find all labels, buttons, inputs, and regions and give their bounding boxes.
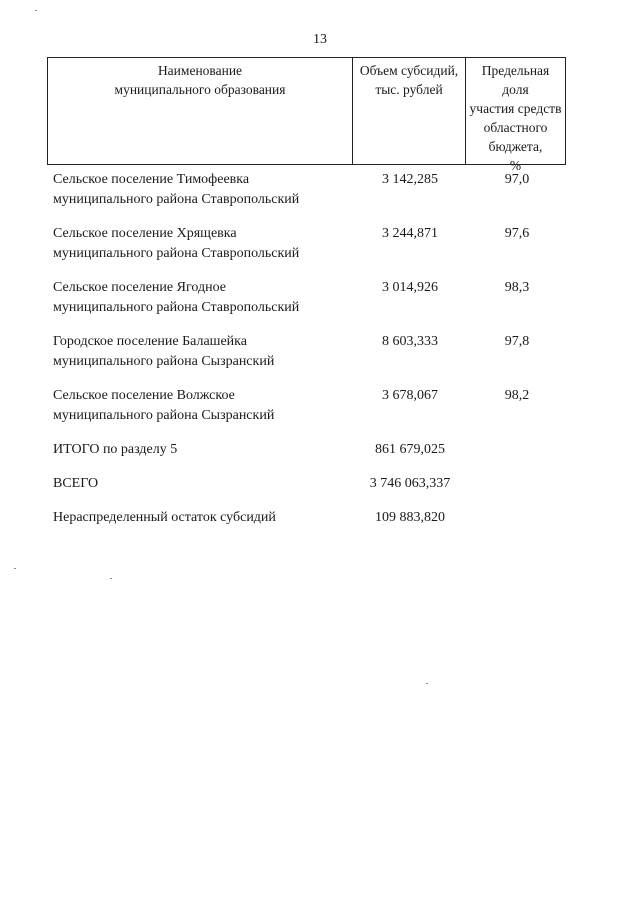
- row-name-line: муниципального района Сызранский: [53, 408, 275, 423]
- header-volume-line: тыс. рублей: [375, 82, 443, 97]
- header-volume-line: Объем субсидий,: [359, 63, 459, 78]
- row-share: 98,3: [504, 280, 530, 295]
- header-share-line: %: [509, 158, 522, 173]
- table-header: [47, 57, 566, 173]
- row-share: 97,8: [504, 334, 530, 349]
- row-volume: 3 244,871: [382, 226, 438, 241]
- total-volume: 3 746 063,337: [369, 476, 451, 491]
- row-name-line: муниципального района Ставропольский: [53, 300, 300, 315]
- header-share-line: участия средств: [469, 101, 562, 116]
- total-label: [53, 440, 353, 460]
- header-share-column: [465, 58, 565, 173]
- row-volume: 8 603,333: [382, 334, 438, 349]
- row-name-line: Сельское поселение Ягодное: [53, 280, 226, 295]
- row-name: [53, 332, 353, 372]
- header-share-line: областного: [483, 120, 548, 135]
- header-name-line: Наименование: [157, 63, 243, 78]
- header-share-line: Предельная: [481, 63, 550, 78]
- row-volume: 3 678,067: [382, 388, 438, 403]
- row-name: [53, 278, 353, 318]
- row-name-line: Сельское поселение Тимофеевка: [53, 172, 250, 187]
- total-label: [53, 474, 353, 494]
- row-name: [53, 224, 353, 264]
- row-name-line: муниципального района Сызранский: [53, 354, 275, 369]
- row-volume: 3 142,285: [382, 172, 438, 187]
- row-share: 97,6: [504, 226, 530, 241]
- total-volume: 109 883,820: [375, 510, 445, 525]
- row-name: [53, 170, 353, 210]
- scan-speck: [110, 578, 112, 579]
- row-name-line: Сельское поселение Волжское: [53, 388, 235, 403]
- row-name-line: Городское поселение Балашейка: [53, 334, 247, 349]
- page-number: 13: [313, 32, 327, 47]
- row-share: 97,0: [504, 172, 530, 187]
- scan-speck: [35, 10, 37, 11]
- scan-speck: [14, 568, 16, 569]
- header-share-line: доля: [502, 82, 529, 97]
- header-name-line: муниципального образования: [114, 82, 286, 97]
- row-name-line: муниципального района Ставропольский: [53, 192, 300, 207]
- row-volume: 3 014,926: [382, 280, 438, 295]
- total-label: [53, 508, 353, 528]
- row-name-line: муниципального района Ставропольский: [53, 246, 300, 261]
- total-label-text: Нераспределенный остаток субсидий: [53, 510, 276, 525]
- total-volume: 861 679,025: [375, 442, 445, 457]
- header-volume-column: [352, 58, 465, 164]
- total-label-text: ИТОГО по разделу 5: [53, 442, 178, 457]
- row-name: [53, 386, 353, 426]
- total-label-text: ВСЕГО: [53, 476, 99, 491]
- header-share-line: бюджета,: [488, 139, 543, 154]
- row-name-line: Сельское поселение Хрящевка: [53, 226, 237, 241]
- scan-speck: [426, 683, 428, 684]
- header-name-column: [48, 58, 352, 164]
- row-share: 98,2: [504, 388, 530, 403]
